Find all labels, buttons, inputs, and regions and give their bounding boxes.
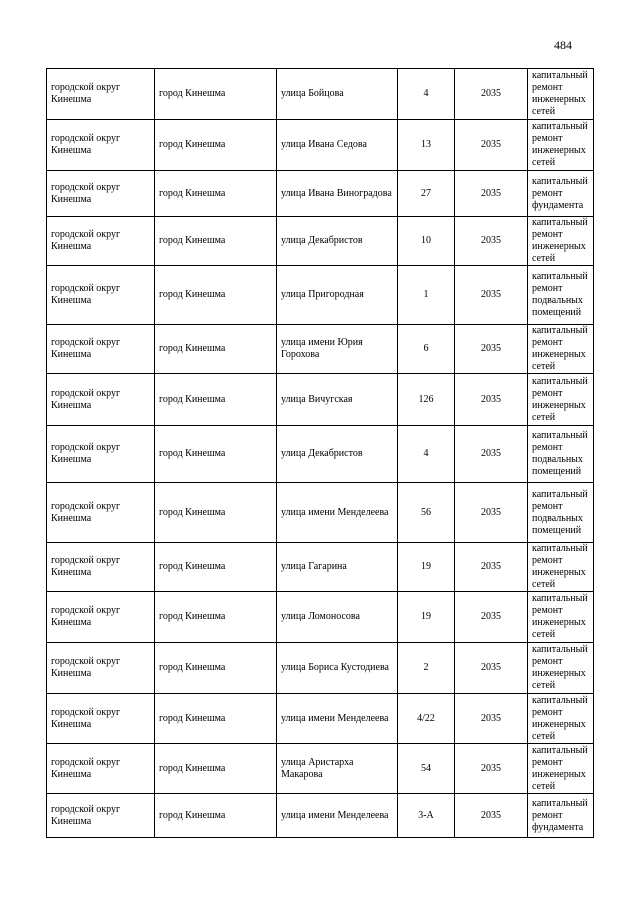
work-cell: капитальный ремонт фундамента — [528, 171, 594, 217]
table-row — [47, 69, 594, 120]
table-row — [47, 120, 594, 171]
work-cell: капитальный ремонт инженерных сетей — [528, 217, 594, 266]
settlement-cell: город Кинешма — [155, 592, 277, 643]
table-row — [47, 171, 594, 217]
municipality-cell: городской округ Кинешма — [47, 69, 155, 120]
year-cell: 2035 — [455, 794, 528, 838]
work-cell: капитальный ремонт инженерных сетей — [528, 325, 594, 374]
municipality-cell: городской округ Кинешма — [47, 694, 155, 744]
street-cell: улица Ивана Виноградова — [277, 171, 398, 217]
house-cell: 19 — [398, 543, 455, 592]
settlement-cell: город Кинешма — [155, 325, 277, 374]
work-cell: капитальный ремонт инженерных сетей — [528, 120, 594, 171]
table-row — [47, 426, 594, 483]
house-cell: 6 — [398, 325, 455, 374]
work-cell: капитальный ремонт фундамента — [528, 794, 594, 838]
municipality-cell: городской округ Кинешма — [47, 374, 155, 426]
table-row — [47, 266, 594, 325]
settlement-cell: город Кинешма — [155, 426, 277, 483]
table-row — [47, 543, 594, 592]
work-cell: капитальный ремонт инженерных сетей — [528, 543, 594, 592]
house-cell: 27 — [398, 171, 455, 217]
settlement-cell: город Кинешма — [155, 374, 277, 426]
table-body — [47, 69, 594, 838]
settlement-cell: город Кинешма — [155, 69, 277, 120]
street-cell: улица Бориса Кустодиева — [277, 643, 398, 694]
municipality-cell: городской округ Кинешма — [47, 483, 155, 543]
year-cell: 2035 — [455, 483, 528, 543]
settlement-cell: город Кинешма — [155, 266, 277, 325]
street-cell: улица имени Менделеева — [277, 483, 398, 543]
year-cell: 2035 — [455, 120, 528, 171]
municipality-cell: городской округ Кинешма — [47, 794, 155, 838]
settlement-cell: город Кинешма — [155, 694, 277, 744]
table-row — [47, 325, 594, 374]
house-cell: 4 — [398, 69, 455, 120]
street-cell: улица Ивана Седова — [277, 120, 398, 171]
table-row — [47, 744, 594, 794]
settlement-cell: город Кинешма — [155, 171, 277, 217]
municipality-cell: городской округ Кинешма — [47, 643, 155, 694]
table-row — [47, 794, 594, 838]
house-cell: 19 — [398, 592, 455, 643]
municipality-cell: городской округ Кинешма — [47, 120, 155, 171]
year-cell: 2035 — [455, 643, 528, 694]
municipality-cell: городской округ Кинешма — [47, 592, 155, 643]
settlement-cell: город Кинешма — [155, 794, 277, 838]
house-cell: 56 — [398, 483, 455, 543]
table-row — [47, 483, 594, 543]
street-cell: улица Вичугская — [277, 374, 398, 426]
municipality-cell: городской округ Кинешма — [47, 266, 155, 325]
page-number: 484 — [554, 38, 572, 52]
street-cell: улица Декабристов — [277, 217, 398, 266]
house-cell: 13 — [398, 120, 455, 171]
work-cell: капитальный ремонт подвальных помещений — [528, 426, 594, 483]
work-cell: капитальный ремонт подвальных помещений — [528, 266, 594, 325]
house-cell: 4/22 — [398, 694, 455, 744]
table-row — [47, 643, 594, 694]
table-row — [47, 374, 594, 426]
year-cell: 2035 — [455, 69, 528, 120]
work-cell: капитальный ремонт инженерных сетей — [528, 69, 594, 120]
work-cell: капитальный ремонт подвальных помещений — [528, 483, 594, 543]
year-cell: 2035 — [455, 325, 528, 374]
settlement-cell: город Кинешма — [155, 543, 277, 592]
settlement-cell: город Кинешма — [155, 483, 277, 543]
settlement-cell: город Кинешма — [155, 643, 277, 694]
year-cell: 2035 — [455, 694, 528, 744]
house-cell: 126 — [398, 374, 455, 426]
work-cell: капитальный ремонт инженерных сетей — [528, 694, 594, 744]
settlement-cell: город Кинешма — [155, 744, 277, 794]
table-row — [47, 217, 594, 266]
street-cell: улица Ломоносова — [277, 592, 398, 643]
settlement-cell: город Кинешма — [155, 120, 277, 171]
year-cell: 2035 — [455, 266, 528, 325]
year-cell: 2035 — [455, 171, 528, 217]
year-cell: 2035 — [455, 744, 528, 794]
municipality-cell: городской округ Кинешма — [47, 171, 155, 217]
street-cell: улица Декабристов — [277, 426, 398, 483]
house-cell: 54 — [398, 744, 455, 794]
work-cell: капитальный ремонт инженерных сетей — [528, 643, 594, 694]
year-cell: 2035 — [455, 543, 528, 592]
table-row — [47, 694, 594, 744]
street-cell: улица Бойцова — [277, 69, 398, 120]
street-cell: улица имени Менделеева — [277, 794, 398, 838]
year-cell: 2035 — [455, 592, 528, 643]
settlement-cell: город Кинешма — [155, 217, 277, 266]
street-cell: улица Аристарха Макарова — [277, 744, 398, 794]
street-cell: улица имени Менделеева — [277, 694, 398, 744]
house-cell: 3-А — [398, 794, 455, 838]
municipality-cell: городской округ Кинешма — [47, 744, 155, 794]
year-cell: 2035 — [455, 217, 528, 266]
municipality-cell: городской округ Кинешма — [47, 543, 155, 592]
house-cell: 10 — [398, 217, 455, 266]
municipality-cell: городской округ Кинешма — [47, 325, 155, 374]
work-cell: капитальный ремонт инженерных сетей — [528, 374, 594, 426]
house-cell: 2 — [398, 643, 455, 694]
work-cell: капитальный ремонт инженерных сетей — [528, 744, 594, 794]
repair-schedule-table — [46, 68, 594, 838]
street-cell: улица Гагарина — [277, 543, 398, 592]
municipality-cell: городской округ Кинешма — [47, 426, 155, 483]
street-cell: улица Пригородная — [277, 266, 398, 325]
house-cell: 4 — [398, 426, 455, 483]
work-cell: капитальный ремонт инженерных сетей — [528, 592, 594, 643]
house-cell: 1 — [398, 266, 455, 325]
table-row — [47, 592, 594, 643]
year-cell: 2035 — [455, 426, 528, 483]
municipality-cell: городской округ Кинешма — [47, 217, 155, 266]
year-cell: 2035 — [455, 374, 528, 426]
street-cell: улица имени Юрия Горохова — [277, 325, 398, 374]
